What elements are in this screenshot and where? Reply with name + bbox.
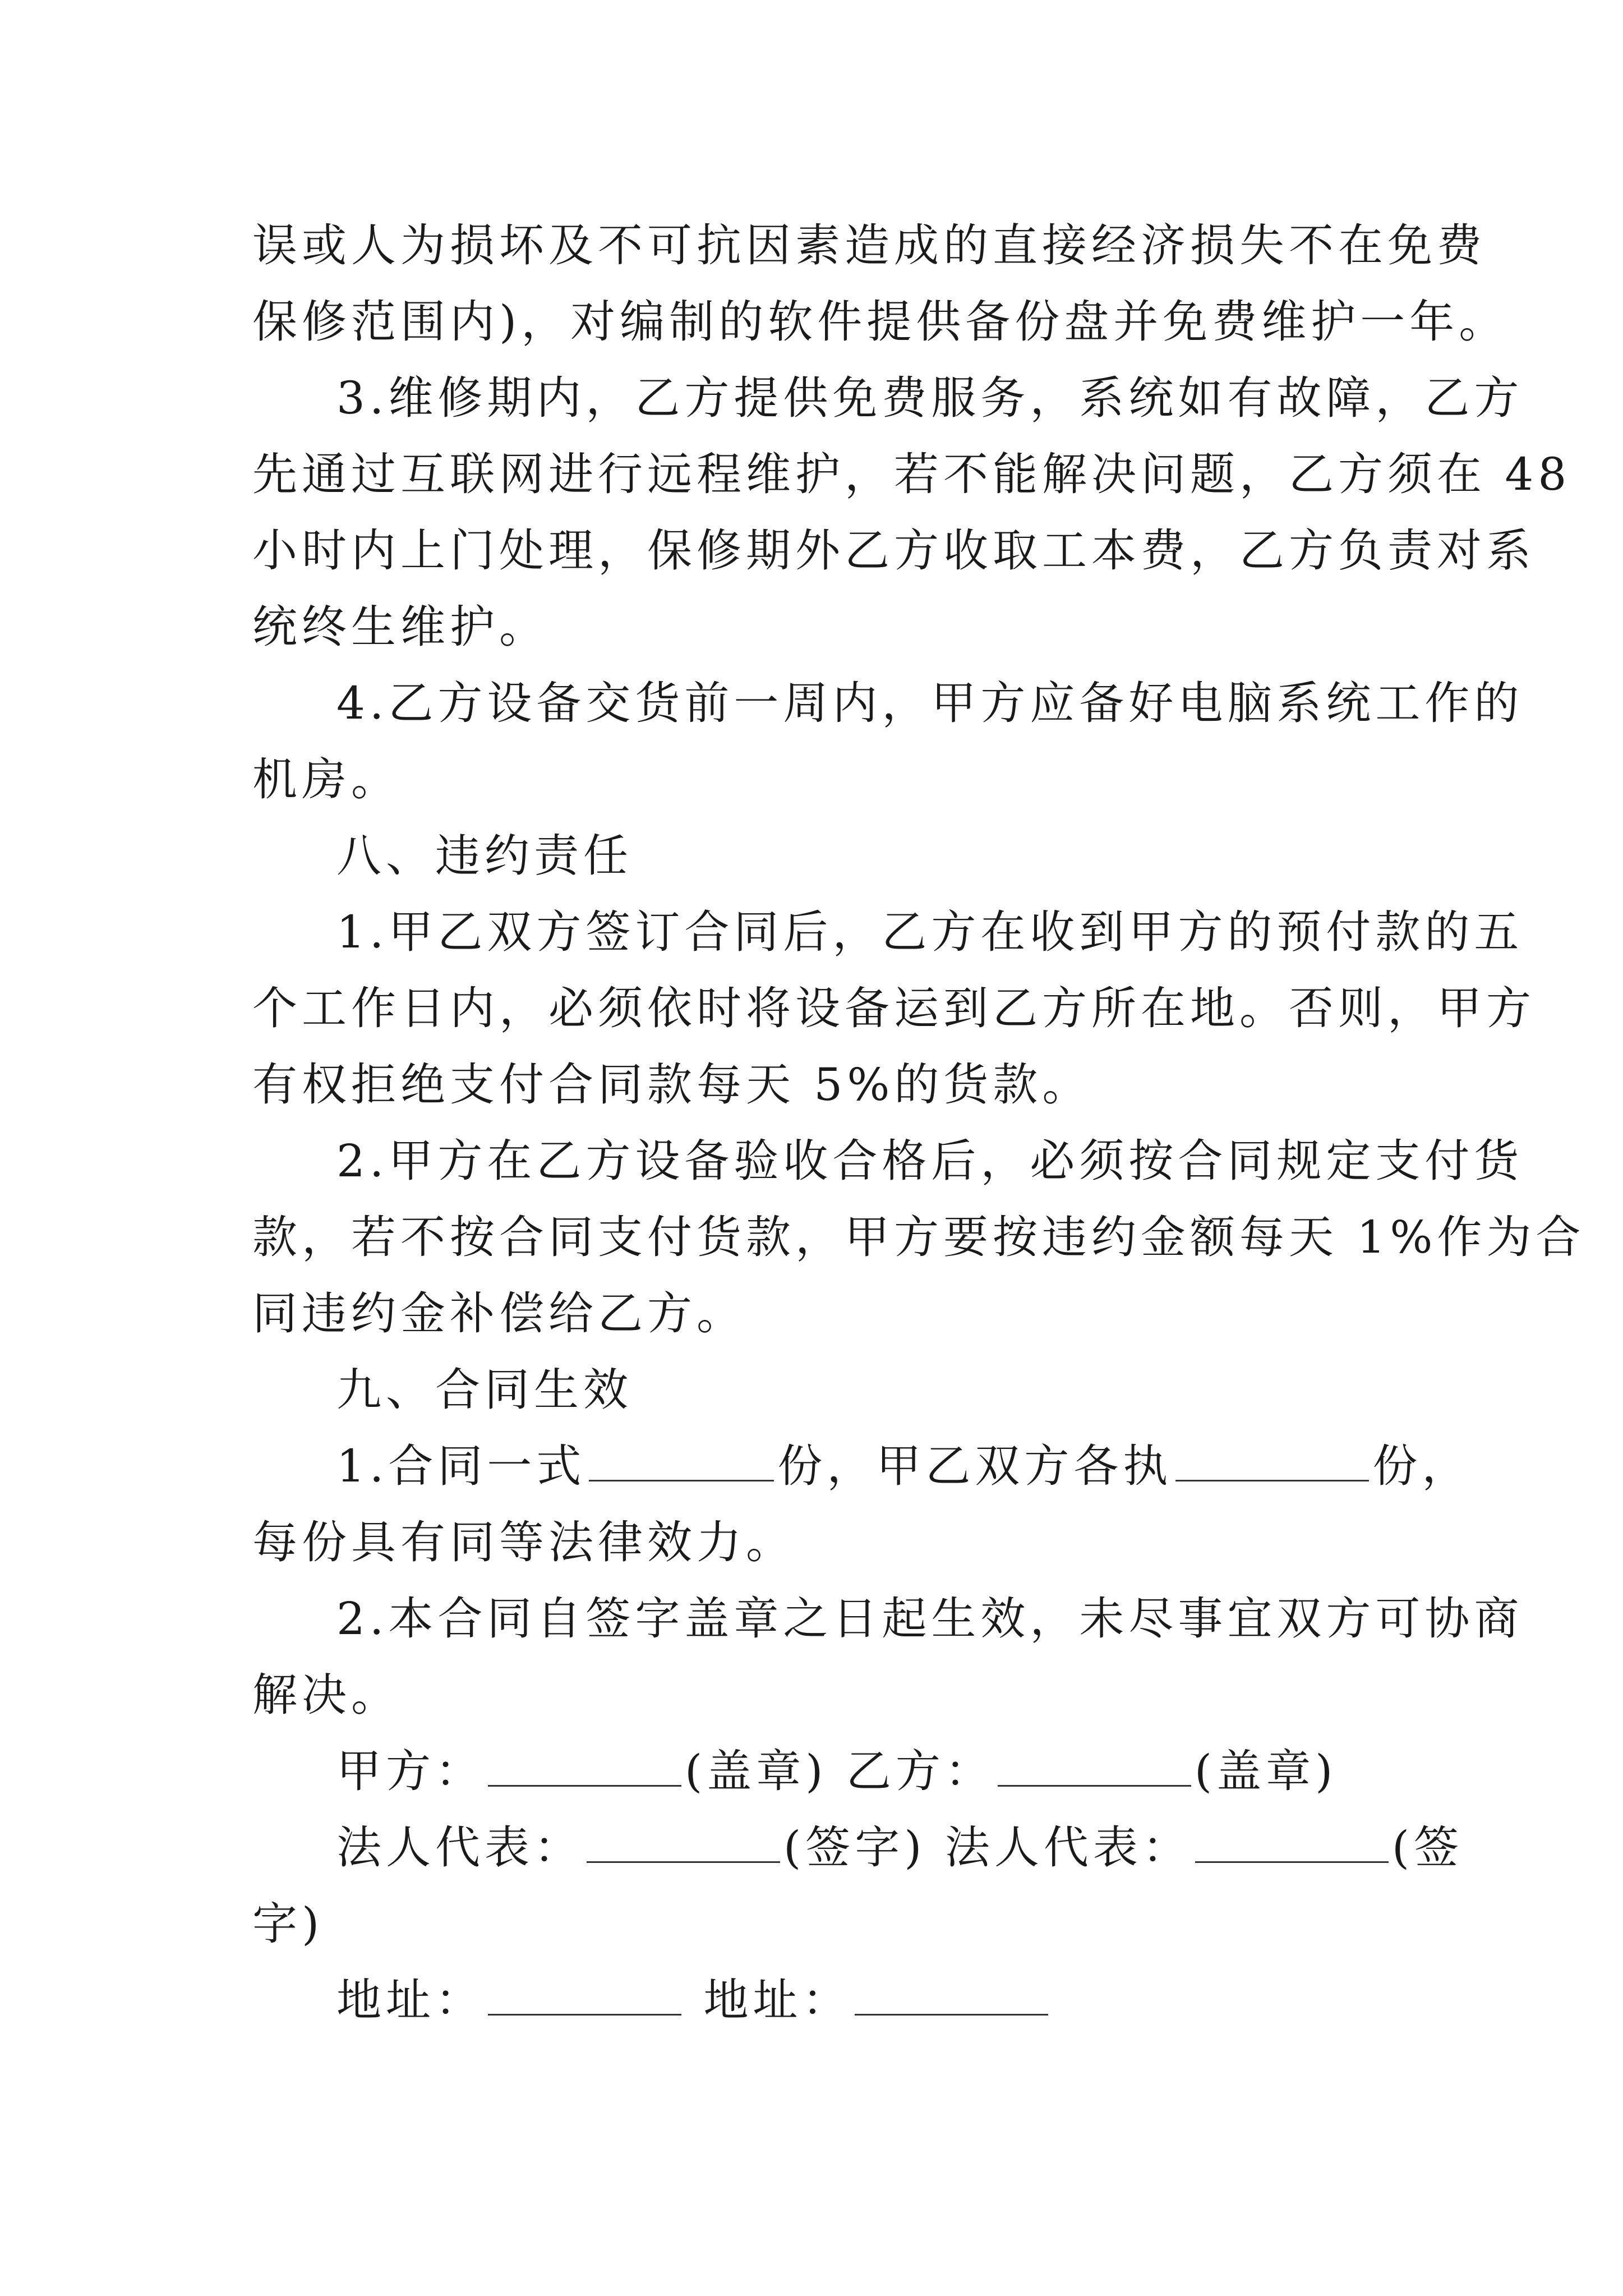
signature-address-row [252,1962,1380,2039]
addr-b-label: 地址： [703,1974,852,2026]
addr-b-field[interactable] [855,1978,1048,2016]
clause-text: 1.合同一式 [336,1440,586,1492]
clause-text: 份， [1372,1440,1472,1492]
paragraph-line: 小时内上门处理，保修期外乙方收取工本费，乙方负责对系 [252,524,1536,577]
clause-3-line: 3.维修期内，乙方提供免费服务，系统如有故障，乙方 [336,372,1524,424]
paragraph-line: 款，若不按合同支付货款，甲方要按违约金额每天 1%作为合 [252,1211,1585,1263]
rep-b-field[interactable] [1195,1825,1389,1863]
party-b-label: 乙方： [846,1745,994,1797]
paragraph-line: 机房。 [252,753,400,806]
rep-a-label: 法人代表： [336,1821,583,1874]
paragraph-line: 每份具有同等法律效力。 [252,1516,795,1568]
paragraph-line: 误或人为损坏及不可抗因素造成的直接经济损失不在免费 [252,219,1486,272]
paragraph-line: 保修范围内)，对编制的软件提供备份盘并免费维护一年。 [252,296,1509,348]
effect-clause-2-line: 2.本合同自签字盖章之日起生效，未尽事宜双方可协商 [336,1593,1524,1645]
breach-clause-1-line: 1.甲乙双方签订合同后，乙方在收到甲方的预付款的五 [336,906,1524,958]
copies-each-field[interactable] [1175,1444,1369,1481]
section-heading-breach: 八、违约责任 [336,830,633,882]
paragraph-line: 解决。 [252,1669,400,1721]
effect-clause-1-line [252,1428,1472,1504]
party-b-field[interactable] [998,1749,1191,1787]
paragraph-line: 个工作日内，必须依时将设备运到乙方所在地。否则，甲方 [252,982,1536,1034]
paragraph-line: 同违约金补偿给乙方。 [252,1287,746,1340]
sign-label: (签 [1391,1821,1464,1874]
paragraph-line: 有权拒绝支付合同款每天 5%的货款。 [252,1059,1092,1111]
sign-label-continued: 字) [252,1898,324,1950]
party-a-field[interactable] [488,1749,681,1787]
rep-b-label: 法人代表： [944,1821,1192,1874]
seal-label: (盖章) [1194,1745,1338,1797]
sign-label: (签字) [783,1821,926,1874]
copies-total-field[interactable] [589,1444,774,1481]
party-a-label: 甲方： [336,1745,485,1797]
signature-rep-row [252,1810,1464,1886]
paragraph-line: 先通过互联网进行远程维护，若不能解决问题，乙方须在 48 [252,448,1571,500]
addr-a-label: 地址： [336,1974,485,2026]
rep-a-field[interactable] [587,1825,780,1863]
contract-page [252,208,1585,2039]
clause-text: 份，甲乙双方各执 [777,1440,1173,1492]
signature-party-row [252,1733,1380,1810]
paragraph-line: 统终生维护。 [252,601,548,653]
breach-clause-2-line: 2.甲方在乙方设备验收合格后，必须按合同规定支付货 [336,1135,1524,1187]
addr-a-field[interactable] [488,1978,681,2016]
section-heading-effect: 九、合同生效 [336,1364,633,1416]
seal-label: (盖章) [685,1745,828,1797]
clause-4-line: 4.乙方设备交货前一周内，甲方应备好电脑系统工作的 [336,677,1524,729]
